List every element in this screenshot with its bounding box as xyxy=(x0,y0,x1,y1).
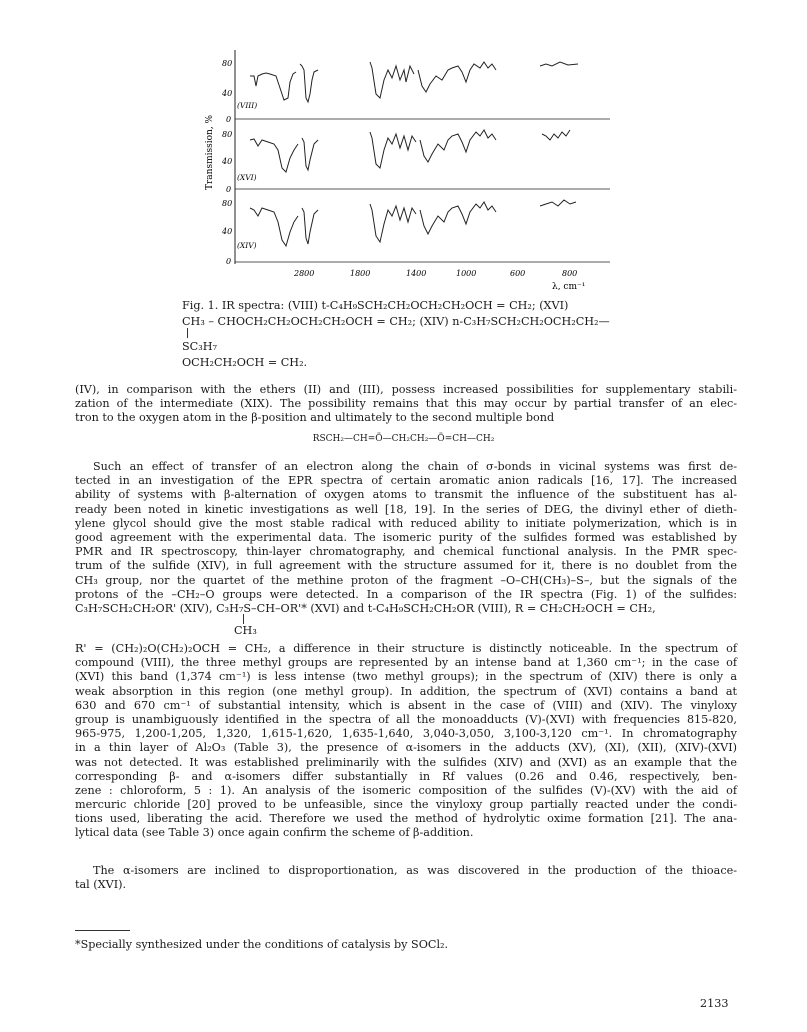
text-line: 630 and 670 cm⁻¹ of substantial intensity, which is absent in the case of (VIII) and (XIV). The vinyloxy xyxy=(75,698,737,712)
text-line: R' = (CH₂)₂O(CH₂)₂OCH = CH₂, a difference in their structure is distinctly noticeable. In the spectrum of xyxy=(75,642,737,655)
text-line: mercuric chloride [20] proved to be unfeasible, since the vinyloxy group partially reacted under the condi- xyxy=(75,798,737,812)
text-line: lytical data (see Table 3) once again confirm the scheme of β-addition. xyxy=(75,826,474,840)
footnote: *Specially synthesized under the conditions of catalysis by SOCl₂. xyxy=(75,938,449,951)
text-line: 965-975, 1,200-1,205, 1,320, 1,615-1,620, 1,635-1,640, 3,040-3,050, 3,100-3,120 cm⁻¹. In chromatography xyxy=(75,727,737,741)
text-line: (XVI) this band (1,374 cm⁻¹) is less intense (two methyl groups); in the spectrum of (XIV) there is only a xyxy=(75,670,737,684)
x-axis-unit: λ, cm⁻¹ xyxy=(552,282,586,290)
tick-label: 0 xyxy=(226,115,232,124)
tick-label: 80 xyxy=(222,199,233,208)
x-tick-label: 1400 xyxy=(406,269,427,278)
text-line: corresponding β- and α-isomers differ substantially in Rf values (0.26 and 0.46, respectively, ben- xyxy=(75,769,737,783)
text-line: tron to the oxygen atom in the β-position and ultimately to the second multiple bond xyxy=(75,411,555,425)
text-line: ready been noted in kinetic investigations as well [18, 19]. In the series of DEG, the divinyl ether of dieth- xyxy=(75,502,737,516)
paragraph-4 xyxy=(75,864,737,892)
figure-caption-line-1: Fig. 1. IR spectra: (VIII) t-C₄H₉SCH₂CH₂OCH₂CH₂OCH = CH₂; (XVI) xyxy=(182,299,569,312)
panel-label: (XIV) xyxy=(237,241,257,250)
text-line: group is unambiguously identified in the spectra of all the monoadducts (V)-(XVI) with frequencies 815-820, xyxy=(75,712,737,726)
text-line: in a thin layer of Al₂O₃ (Table 3), the presence of α-isomers in the adducts (XV), (XI), (XII), (XIV)-(XVI) xyxy=(75,741,737,755)
tick-label: 0 xyxy=(226,185,232,194)
text-line: CH₃ group, nor the quartet of the methine proton of the fragment –O–CH(CH₃)–S–, but the signals of the xyxy=(75,573,737,587)
tick-label: 0 xyxy=(226,257,232,266)
text-line: ability of systems with β-alternation of oxygen atoms to transmit the influence of the substituent has al- xyxy=(75,488,737,502)
tick-label: 40 xyxy=(222,89,233,98)
tick-label: 40 xyxy=(222,157,233,166)
text-line: was not detected. It was established preliminarily with the sulfides (XIV) and (XVI) as an example that the xyxy=(75,755,737,769)
text-line: zation of the intermediate (XIX). The possibility remains that this may occur by partial transfer of an elec- xyxy=(75,397,737,411)
figure-caption-line-3: SC₃H₇ xyxy=(182,340,217,353)
paragraph-3 xyxy=(75,642,737,841)
x-tick-label: 1000 xyxy=(456,269,477,278)
panel-label: (VIII) xyxy=(237,101,258,110)
text-line: tions used, liberating the acid. Therefore we used the method of hydrolytic oxime formation [21]. The ana- xyxy=(75,812,737,826)
tick-label: 80 xyxy=(222,59,233,68)
bond-line xyxy=(243,614,245,624)
text-line: The α-isomers are inclined to disproportionation, as was discovered in the production of the thioace- xyxy=(93,864,737,877)
text-line: PMR and IR spectroscopy, thin-layer chromatography, and chemical functional analysis. In the PMR spec- xyxy=(75,545,737,559)
page-number: 2133 xyxy=(700,997,729,1010)
ir-spectra-figure xyxy=(190,40,620,290)
text-line: (IV), in comparison with the ethers (II) and (III), possess increased possibilities for supplementary stabili- xyxy=(75,383,737,396)
text-line: ylene glycol should give the most stable radical with reduced ability to initiate polymerization, which is in xyxy=(75,516,737,530)
text-line: compound (VIII), the three methyl groups are represented by an intense band at 1,360 cm⁻¹; in the case of xyxy=(75,656,737,670)
equation: RSCH₂—CH=Ö—CH₂CH₂—Ö=CH—CH₂ xyxy=(312,434,495,444)
ch3-substituent: CH₃ xyxy=(234,624,257,637)
bond-line xyxy=(187,328,189,338)
x-tick-label: 800 xyxy=(562,269,578,278)
x-axis xyxy=(293,269,585,290)
text-line: weak absorption in this region (one methyl group). In addition, the spectrum of (XVI) contains a band at xyxy=(75,684,737,698)
spectrum-panel-xvi xyxy=(221,130,610,194)
x-tick-label: 2800 xyxy=(294,269,315,278)
footnote-rule xyxy=(75,930,130,931)
text-line: C₃H₇SCH₂CH₂OR' (XIV), C₃H₇S–CH–OR'* (XVI) and t-C₄H₉SCH₂CH₂OR (VIII), R = CH₂CH₂OCH = CH₂, xyxy=(75,601,656,615)
x-tick-label: 600 xyxy=(510,269,526,278)
paragraph-2 xyxy=(75,460,737,616)
figure-caption-line-4: OCH₂CH₂OCH = CH₂. xyxy=(182,356,308,369)
spectrum-panel-viii xyxy=(221,59,610,124)
figure-caption-line-2: CH₃ – CHOCH₂CH₂OCH₂CH₂OCH = CH₂; (XIV) n-C₃H₇SCH₂CH₂OCH₂CH₂— xyxy=(182,315,610,328)
paragraph-1 xyxy=(75,383,737,426)
text-line: tected in an investigation of the EPR spectra of certain aromatic anion radicals [16, 17]. The increased xyxy=(75,474,737,488)
y-axis-label: Transmission, % xyxy=(205,114,215,190)
text-line: trum of the sulfide (XIV), in full agreement with the structure assumed for it, there is no doublet from the xyxy=(75,559,737,573)
spectrum-panel-xiv xyxy=(221,199,610,266)
x-tick-label: 1800 xyxy=(350,269,371,278)
text-line: tal (XVI). xyxy=(75,878,127,892)
text-line: good agreement with the experimental data. The isomeric purity of the sulfides formed was established by xyxy=(75,530,737,544)
text-line: protons of the –CH₂–O groups were detected. In a comparison of the IR spectra (Fig. 1) of the sulfides: xyxy=(75,587,737,601)
text-line: Such an effect of transfer of an electron along the chain of σ-bonds in vicinal systems was first de- xyxy=(93,460,737,473)
tick-label: 40 xyxy=(222,227,233,236)
text-line: zene : chloroform, 5 : 1). An analysis of the isomeric composition of the sulfides (V)-(XV) with the aid of xyxy=(75,783,737,797)
tick-label: 80 xyxy=(222,130,233,139)
panel-label: (XVI) xyxy=(237,173,257,182)
